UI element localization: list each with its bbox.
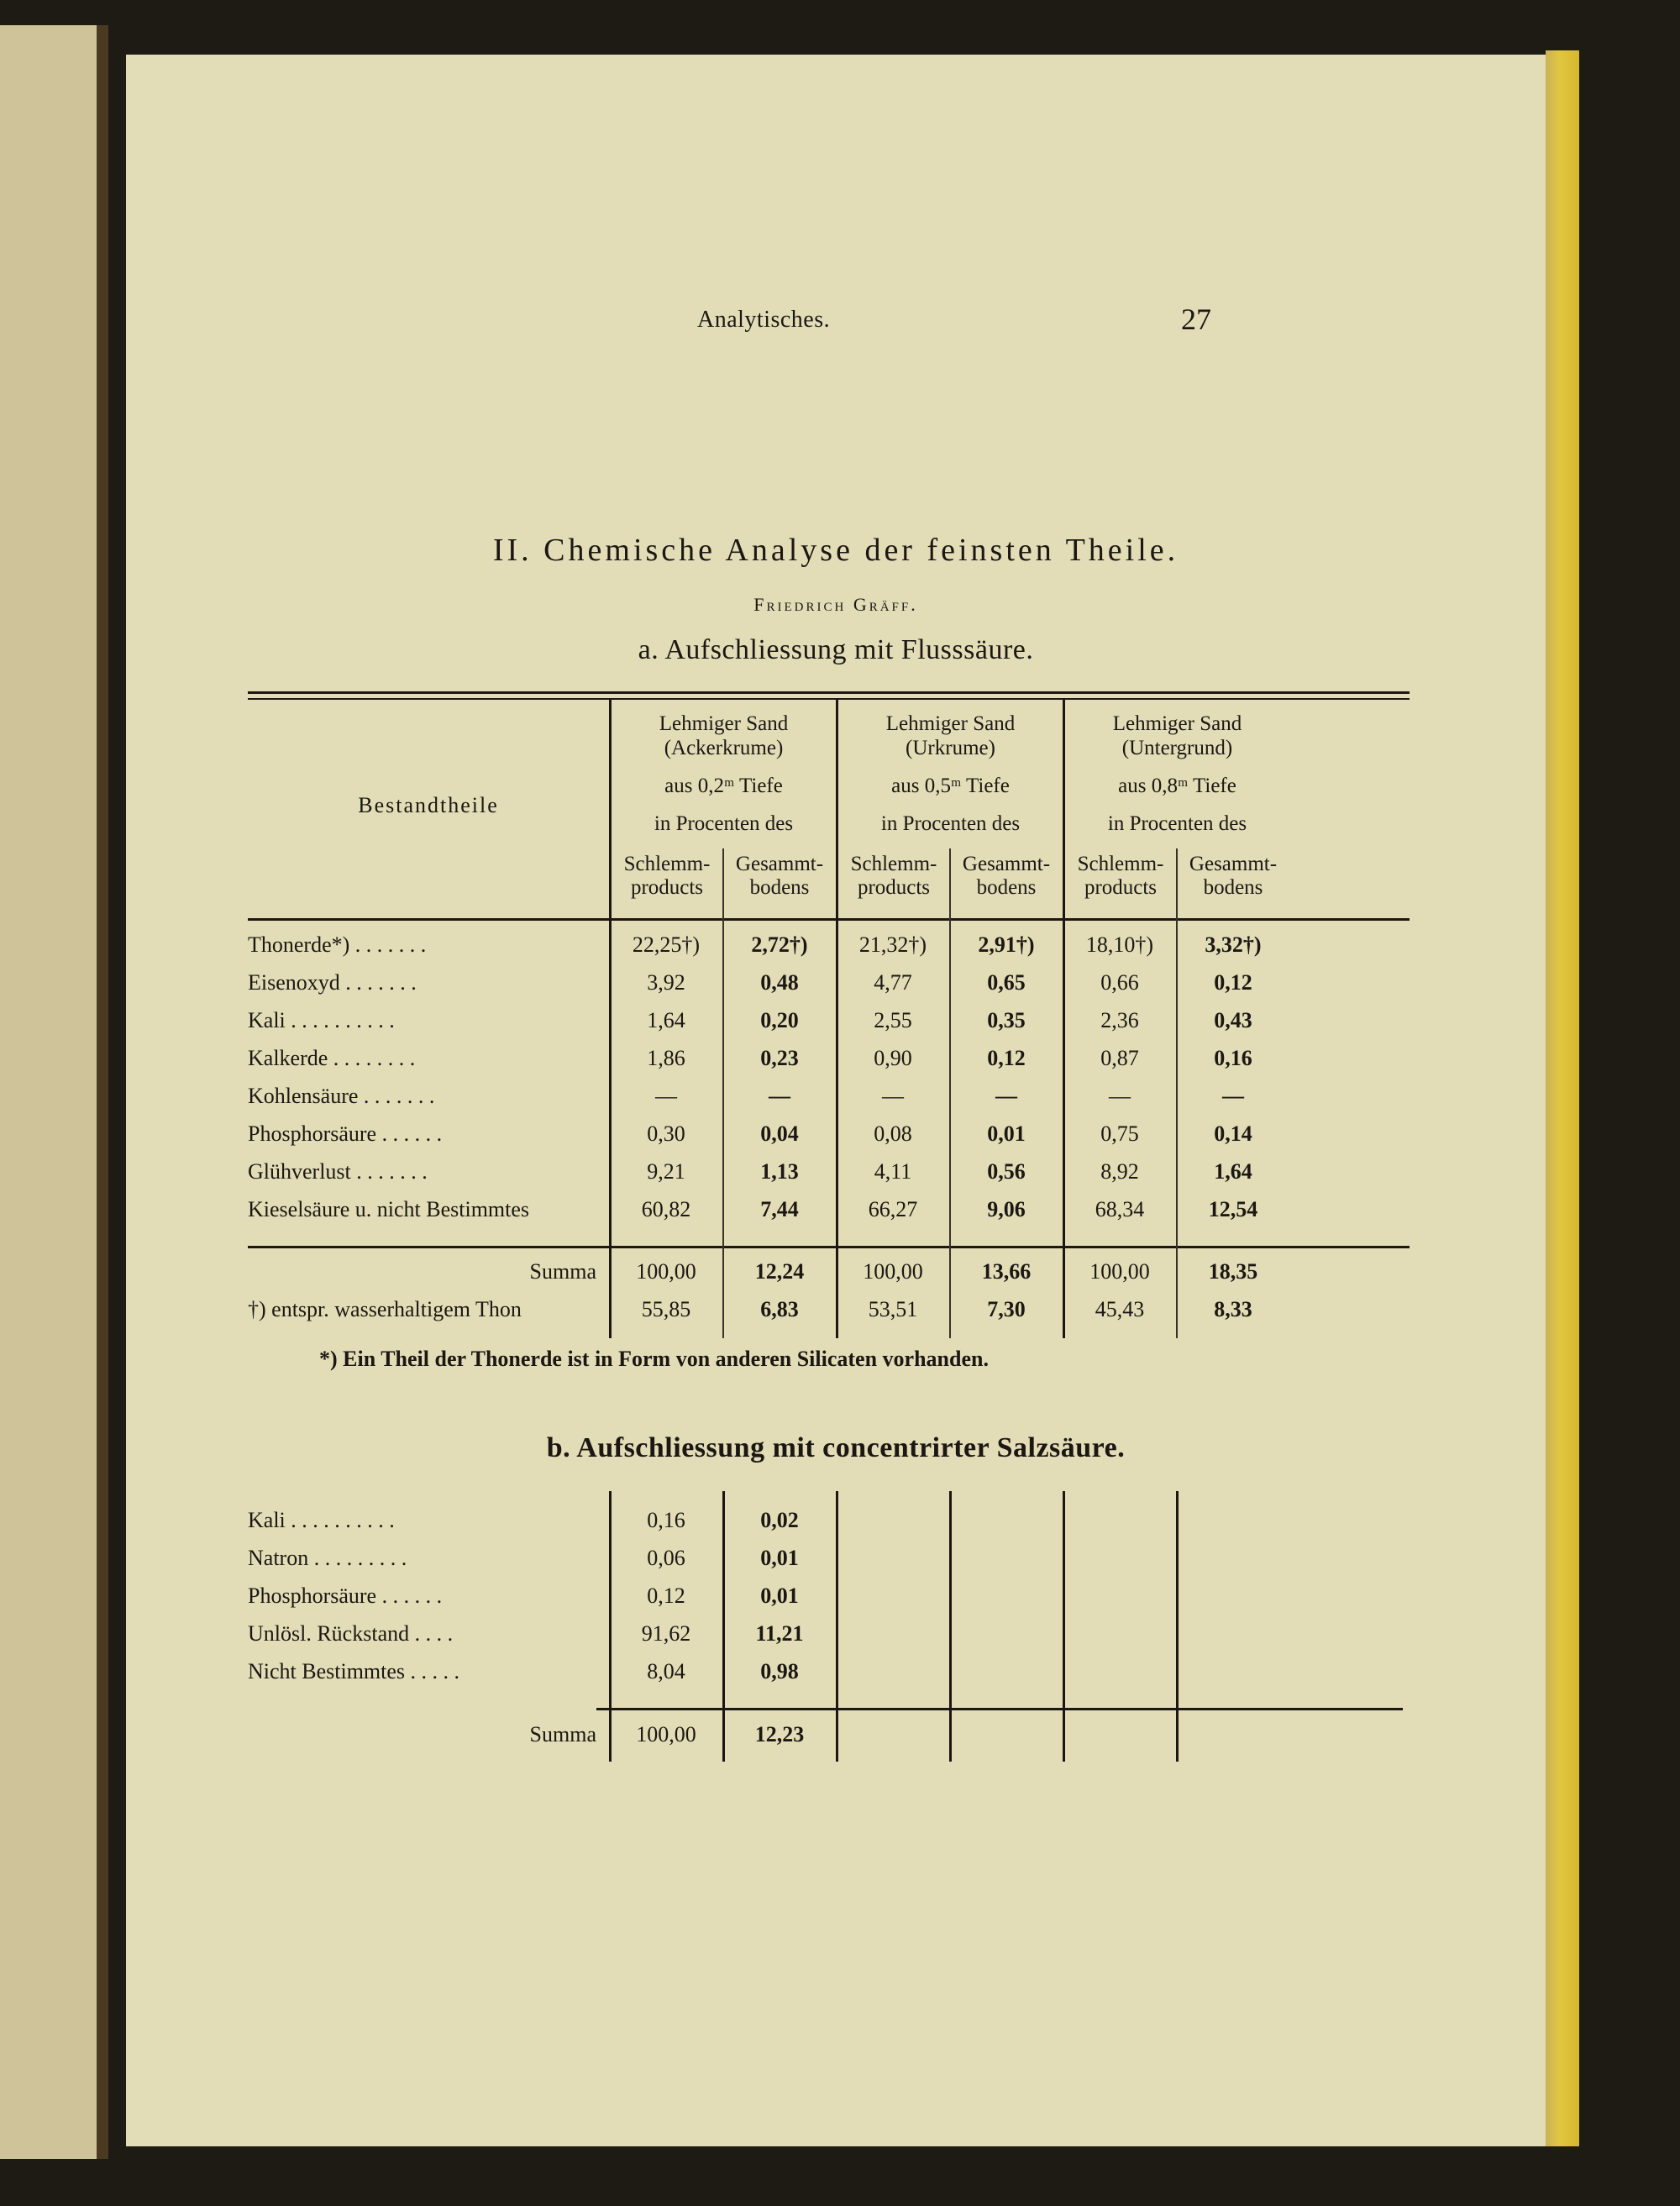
row-label: Kali . . . . . . . . . . [248,1008,395,1032]
table-cell: 0,02 [760,1508,799,1532]
col-divider [1176,1491,1179,1762]
section-title: II. Chemische Analyse der feinsten Theile. [492,533,1179,568]
table-cell: 66,27 [868,1197,918,1221]
row-label: Unlösl. Rückstand . . . . [248,1621,454,1646]
table-cell: 0,56 [987,1159,1026,1184]
table-cell: — [882,1084,904,1108]
row-label: Summa [529,1259,596,1284]
table-cell: 1,64 [647,1008,685,1032]
table-cell: 11,21 [755,1621,804,1646]
footnote: *) Ein Theil der Thonerde ist in Form von anderen Silicaten vorhanden. [319,1347,989,1371]
col-divider [949,1491,952,1762]
table-cell: 0,65 [987,970,1026,995]
table-cell: 8,04 [647,1659,685,1683]
col-divider [1176,848,1178,1338]
subcolumn-header: Gesammt-bodens [962,853,1051,899]
table-cell: 0,12 [987,1046,1026,1070]
group-header-3: Lehmiger Sand (Untergrund) aus 0,8ᵐ Tiefe in Procenten des [1107,712,1247,835]
table-cell: 3,32†) [1205,932,1262,957]
page-edge [1546,50,1579,2146]
table-cell: 4,11 [874,1159,912,1184]
table-cell: 45,43 [1095,1297,1145,1321]
table-cell: 0,75 [1100,1121,1139,1146]
table-cell: 21,32†) [858,932,927,957]
table-cell: 55,85 [641,1297,691,1321]
table-cell: 2,36 [1100,1008,1139,1032]
table-cell: 22,25†) [632,932,701,957]
row-label: Nicht Bestimmtes . . . . . [248,1659,460,1683]
table-cell: 7,44 [760,1197,799,1221]
table-cell: 9,21 [647,1159,685,1184]
table-cell: 100,00 [863,1259,923,1284]
table-cell: 3,92 [647,970,685,995]
row-label: Glühverlust . . . . . . . [248,1159,428,1184]
table-a-top-rule [248,691,1410,694]
table-cell: 18,10†) [1085,932,1154,957]
table-cell: — [1109,1084,1131,1108]
table-cell: 8,33 [1214,1297,1252,1321]
book-page [126,55,1546,2146]
subcolumn-header: Schlemm-products [623,853,711,899]
table-cell: — [655,1084,677,1108]
table-cell: 12,23 [754,1722,805,1746]
table-cell: 2,72†) [751,932,808,957]
group-header-2: Lehmiger Sand (Urkrume) aus 0,5ᵐ Tiefe in Procenten des [880,712,1021,835]
col-divider [949,848,951,1338]
table-cell: 9,06 [987,1197,1026,1221]
col-divider [1063,1491,1065,1762]
row-label: Phosphorsäure . . . . . . [248,1584,443,1608]
author: Friedrich Gräff. [753,594,918,615]
col-divider [609,1491,612,1762]
table-cell: 12,24 [754,1259,805,1284]
table-cell: 0,66 [1100,970,1139,995]
table-cell: 0,04 [760,1121,799,1146]
table-cell: 12,54 [1208,1197,1258,1221]
table-cell: 0,01 [760,1546,799,1570]
table-cell: 0,23 [760,1046,799,1070]
subcolumn-header: Gesammt-bodens [1189,853,1278,899]
col-divider [836,1491,838,1762]
table-cell: 6,83 [760,1297,799,1321]
col-divider [722,1491,725,1762]
table-a-top-rule-2 [248,698,1410,700]
table-cell: 100,00 [636,1259,696,1284]
subcolumn-header: Schlemm-products [850,853,937,899]
table-cell: 0,14 [1214,1121,1252,1146]
row-label: Summa [529,1722,596,1746]
table-cell: 53,51 [868,1297,918,1321]
table-cell: 1,13 [760,1159,799,1184]
row-label: Phosphorsäure . . . . . . [248,1121,443,1146]
table-cell: 0,48 [760,970,799,995]
table-cell: 91,62 [641,1621,691,1646]
table-cell: 100,00 [1089,1259,1150,1284]
row-label: Natron . . . . . . . . . [248,1546,407,1570]
row-label: Thonerde*) . . . . . . . [248,932,427,957]
col-divider [722,848,724,1338]
table-cell: 0,87 [1100,1046,1139,1070]
subcolumn-header: Gesammt-bodens [735,853,824,899]
row-label: Kalkerde . . . . . . . . [248,1046,416,1070]
table-cell: 2,55 [874,1008,912,1032]
table-cell: 68,34 [1095,1197,1145,1221]
table-cell: 0,20 [760,1008,799,1032]
table-cell: 0,01 [987,1121,1026,1146]
table-cell: — [995,1084,1017,1108]
row-label: Kieselsäure u. nicht Bestimmtes [248,1197,530,1221]
page-number: 27 [1181,302,1211,336]
table-cell: 8,92 [1100,1159,1139,1184]
table-b-title: b. Aufschliessung mit concentrirter Salzsäure. [546,1432,1126,1463]
table-cell: 0,90 [874,1046,912,1070]
table-cell: 60,82 [641,1197,691,1221]
column-header-bestandtheile: Bestandtheile [358,793,499,817]
table-cell: — [769,1084,790,1108]
table-cell: 0,08 [874,1121,912,1146]
group-header-1: Lehmiger Sand (Ackerkrume) aus 0,2ᵐ Tiefe in Procenten des [654,712,794,835]
row-label: Eisenoxyd . . . . . . . [248,970,417,995]
table-cell: 0,12 [647,1584,685,1608]
table-cell: 4,77 [874,970,912,995]
table-cell: 7,30 [987,1297,1026,1321]
table-cell: 100,00 [636,1722,696,1746]
table-cell: 0,43 [1214,1008,1252,1032]
table-cell: 0,01 [760,1584,799,1608]
table-cell: 0,16 [647,1508,685,1532]
table-a-header-rule [248,918,1410,921]
adjacent-page [0,25,108,2159]
row-label: Kohlensäure . . . . . . . [248,1084,435,1108]
table-cell: 1,64 [1214,1159,1252,1184]
table-a-title: a. Aufschliessung mit Flusssäure. [638,634,1034,665]
table-cell: 0,98 [760,1659,799,1683]
subcolumn-header: Schlemm-products [1077,853,1164,899]
table-cell: 0,12 [1214,970,1252,995]
table-b-summa-rule [596,1708,1403,1710]
table-cell: 18,35 [1208,1259,1258,1284]
table-cell: — [1222,1084,1244,1108]
table-cell: 0,30 [647,1121,685,1146]
table-cell: 2,91†) [978,932,1035,957]
table-cell: 0,16 [1214,1046,1252,1070]
table-cell: 13,66 [981,1259,1032,1284]
row-label: †) entspr. wasserhaltigem Thon [248,1297,522,1321]
running-header [126,302,1546,340]
table-cell: 1,86 [647,1046,685,1070]
row-label: Kali . . . . . . . . . . [248,1508,395,1532]
table-a-summa-rule [248,1246,1410,1248]
running-title: Analytisches. [697,307,831,333]
table-cell: 0,35 [987,1008,1026,1032]
table-cell: 0,06 [647,1546,685,1570]
